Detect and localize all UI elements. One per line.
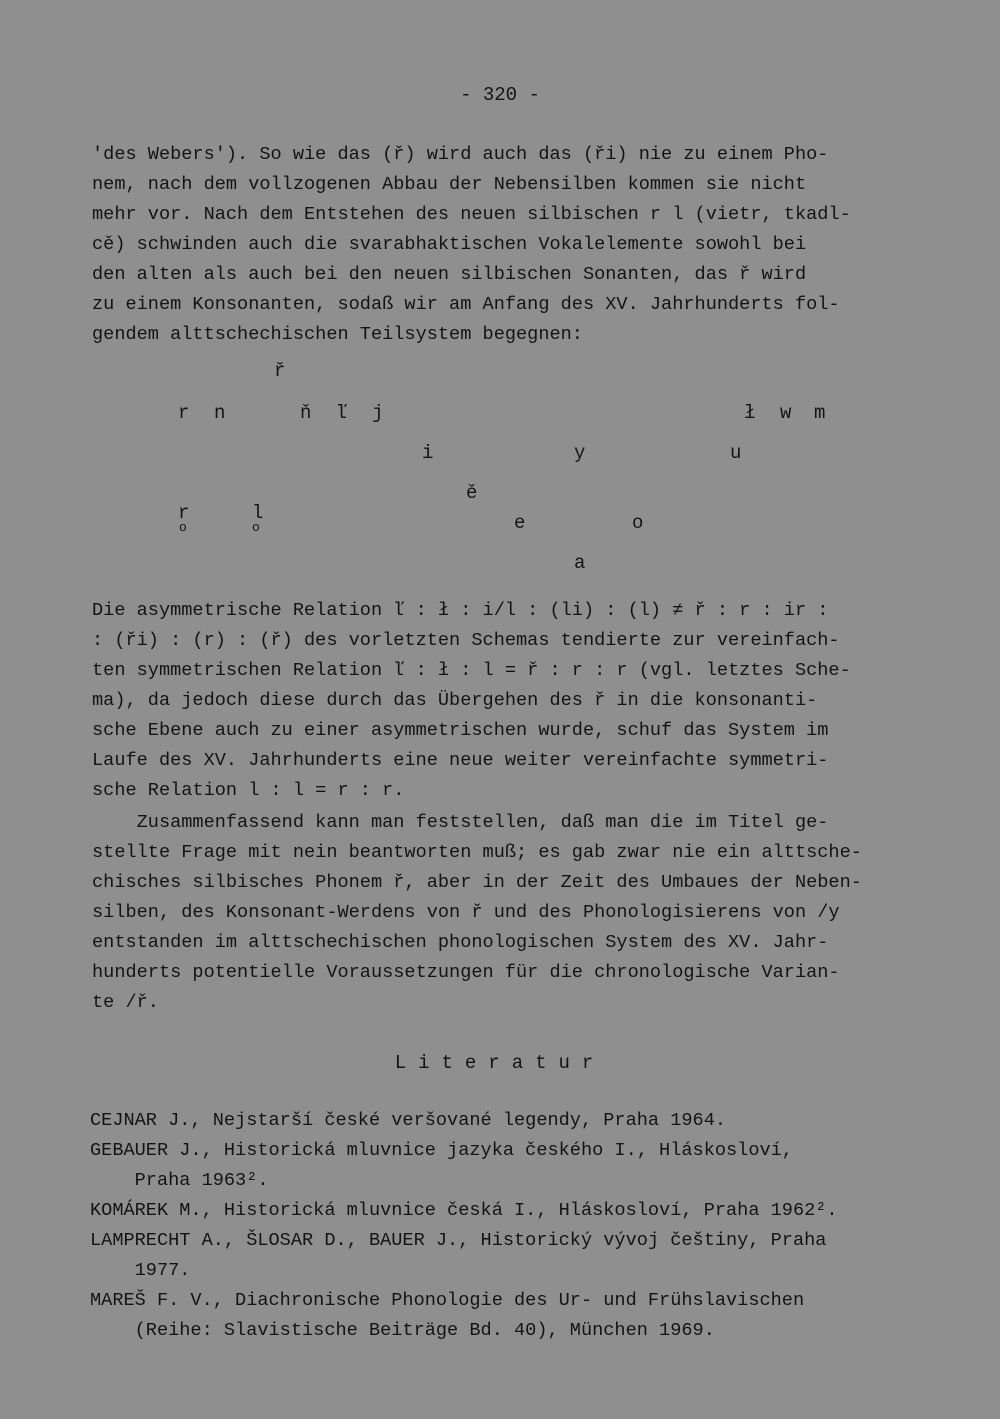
syllabic-ring: o bbox=[252, 520, 260, 535]
reference-line: KOMÁREK M., Historická mluvnice česká I., Hláskosloví, Praha 1962². bbox=[90, 1200, 838, 1221]
schema-symbol: e bbox=[514, 512, 526, 534]
text-line: gendem alttschechischen Teilsystem begegnen: bbox=[92, 324, 583, 345]
reference-line: 1977. bbox=[90, 1260, 191, 1281]
text-line: mehr vor. Nach dem Entstehen des neuen silbischen r l (vietr, tkadl- bbox=[92, 204, 851, 225]
text-line: te /ř. bbox=[92, 992, 159, 1013]
reference-line: LAMPRECHT A., ŠLOSAR D., BAUER J., Historický vývoj češtiny, Praha bbox=[90, 1230, 827, 1251]
schema-symbol: a bbox=[574, 552, 586, 574]
schema-symbol: ě bbox=[466, 482, 478, 504]
text-line: sche Ebene auch zu einer asymmetrischen wurde, schuf das System im bbox=[92, 720, 829, 741]
text-line: stellte Frage mit nein beantworten muß; es gab zwar nie ein alttsche- bbox=[92, 842, 862, 863]
schema-symbol: w bbox=[780, 402, 792, 424]
schema-symbol: ľ bbox=[336, 402, 348, 424]
text-line: den alten als auch bei den neuen silbischen Sonanten, das ř wird bbox=[92, 264, 807, 285]
syllabic-ring: o bbox=[179, 520, 187, 535]
literature-heading: Literatur bbox=[394, 1052, 606, 1074]
text-line: Zusammenfassend kann man feststellen, daß man die im Titel ge- bbox=[92, 812, 829, 833]
schema-symbol: l bbox=[252, 502, 264, 524]
reference-line: CEJNAR J., Nejstarší české veršované legendy, Praha 1964. bbox=[90, 1110, 727, 1131]
schema-symbol: m bbox=[814, 402, 826, 424]
text-line: Laufe des XV. Jahrhunderts eine neue weiter vereinfachte symmetri- bbox=[92, 750, 829, 771]
schema-symbol: r bbox=[178, 502, 190, 524]
text-line: zu einem Konsonanten, sodaß wir am Anfang des XV. Jahrhunderts fol- bbox=[92, 294, 840, 315]
text-line: entstanden im alttschechischen phonologischen System des XV. Jahr- bbox=[92, 932, 829, 953]
text-line: 'des Webers'). So wie das (ř) wird auch das (ři) nie zu einem Pho- bbox=[92, 144, 829, 165]
schema-symbol: i bbox=[422, 442, 434, 464]
schema-symbol: j bbox=[372, 402, 384, 424]
schema-symbol: r bbox=[178, 402, 190, 424]
text-line: Die asymmetrische Relation ľ : ł : i/l : (li) : (l) ≠ ř : r : ir : bbox=[92, 600, 829, 621]
reference-line: GEBAUER J., Historická mluvnice jazyka českého I., Hláskosloví, bbox=[90, 1140, 793, 1161]
reference-line: Praha 1963². bbox=[90, 1170, 269, 1191]
text-line: ten symmetrischen Relation ľ : ł : l = ř : r : r (vgl. letztes Sche- bbox=[92, 660, 851, 681]
text-line: cě) schwinden auch die svarabhaktischen Vokalelemente sowohl bei bbox=[92, 234, 807, 255]
schema-symbol: ł bbox=[744, 402, 756, 424]
text-line: ma), da jedoch diese durch das Übergehen des ř in die konsonanti- bbox=[92, 690, 818, 711]
schema-symbol: y bbox=[574, 442, 586, 464]
page-number: - 320 - bbox=[460, 84, 540, 106]
schema-symbol: ř bbox=[274, 360, 286, 382]
schema-symbol: ň bbox=[300, 402, 312, 424]
reference-line: (Reihe: Slavistische Beiträge Bd. 40), München 1969. bbox=[90, 1320, 715, 1341]
text-line: silben, des Konsonant-Werdens von ř und des Phonologisierens von /y bbox=[92, 902, 840, 923]
paragraph-1 bbox=[92, 140, 932, 350]
schema-symbol: u bbox=[730, 442, 742, 464]
schema-symbol: n bbox=[214, 402, 226, 424]
reference-line: MAREŠ F. V., Diachronische Phonologie des Ur- und Frühslavischen bbox=[90, 1290, 805, 1311]
text-line: sche Relation l : l = r : r. bbox=[92, 780, 405, 801]
paragraph-3 bbox=[92, 808, 932, 1018]
text-line: hunderts potentielle Voraussetzungen für die chronologische Varian- bbox=[92, 962, 840, 983]
text-line: chisches silbisches Phonem ř, aber in der Zeit des Umbaues der Neben- bbox=[92, 872, 862, 893]
text-line: nem, nach dem vollzogenen Abbau der Nebensilben kommen sie nicht bbox=[92, 174, 807, 195]
paragraph-2 bbox=[92, 596, 932, 806]
schema-symbol: o bbox=[632, 512, 644, 534]
text-line: : (ři) : (r) : (ř) des vorletzten Schemas tendierte zur vereinfach- bbox=[92, 630, 840, 651]
